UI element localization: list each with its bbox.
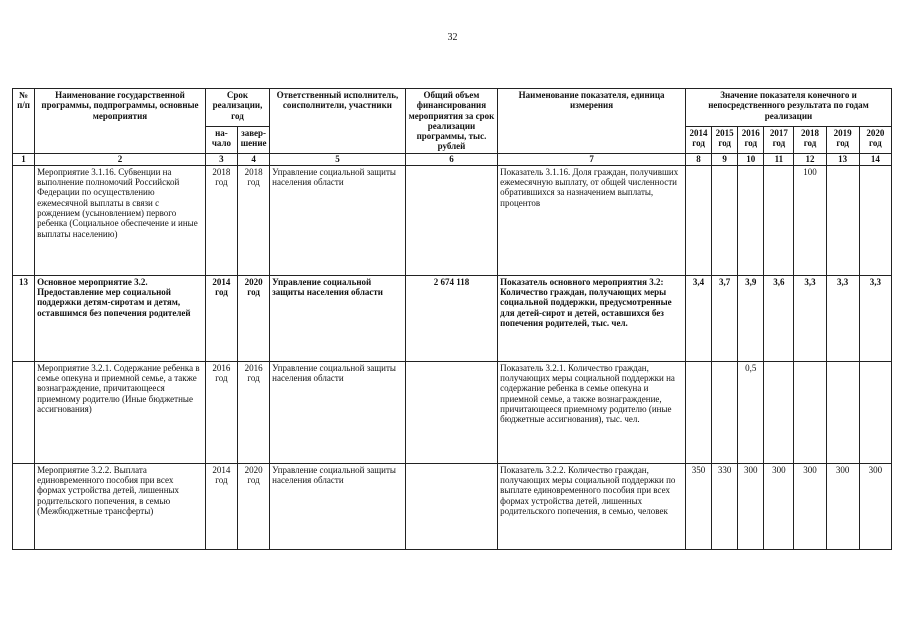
column-number: 2 <box>35 153 206 165</box>
header-executor: Ответственный исполнитель, соисполнители, участники <box>270 89 406 154</box>
value-2019: 3,3 <box>826 275 859 361</box>
row-start: 2014 год <box>205 275 237 361</box>
header-values-group: Значение показателя конечного и непосредственного результата по годам реализации <box>686 89 892 127</box>
header-year-2016: 2016 год <box>738 127 764 154</box>
value-2015 <box>712 165 738 275</box>
table-row <box>13 361 892 463</box>
header-name: Наименование государственной программы, подпрограммы, основные мероприятия <box>35 89 206 154</box>
program-table <box>12 88 892 550</box>
row-executor: Управление социальной защиты населения области <box>270 361 406 463</box>
column-number: 7 <box>498 153 686 165</box>
column-number: 11 <box>764 153 794 165</box>
row-executor: Управление социальной защиты населения области <box>270 165 406 275</box>
row-funding: 2 674 118 <box>405 275 497 361</box>
value-2018: 300 <box>794 463 826 549</box>
value-2015 <box>712 361 738 463</box>
value-2014: 3,4 <box>686 275 712 361</box>
value-2019 <box>826 361 859 463</box>
value-2015: 3,7 <box>712 275 738 361</box>
column-number: 6 <box>405 153 497 165</box>
header-row-1 <box>13 89 892 127</box>
header-year-2020: 2020 год <box>859 127 891 154</box>
row-start: 2016 год <box>205 361 237 463</box>
row-indicator: Показатель 3.2.2. Количество граждан, получающих меры социальной поддержки по выплате единовременного пособия при всех формах устройства детей, лишенных родительского попечения, в семью, человек <box>498 463 686 549</box>
row-indicator: Показатель 3.2.1. Количество граждан, получающих меры социальной поддержки на содержание ребенка в семье опекуна и приемной семье, а также вознаграждение, причитающееся приемному родителю (иные бюджетные ассигнования), тыс. чел. <box>498 361 686 463</box>
column-number: 5 <box>270 153 406 165</box>
value-2019: 300 <box>826 463 859 549</box>
row-num <box>13 361 35 463</box>
table-row <box>13 165 892 275</box>
header-year-2015: 2015 год <box>712 127 738 154</box>
value-2020: 300 <box>859 463 891 549</box>
column-number: 3 <box>205 153 237 165</box>
value-2016 <box>738 165 764 275</box>
value-2016: 0,5 <box>738 361 764 463</box>
row-executor: Управление социальной защиты населения области <box>270 463 406 549</box>
row-indicator: Показатель 3.1.16. Доля граждан, получивших ежемесячную выплату, от общей численности обратившихся за назначением выплаты, процентов <box>498 165 686 275</box>
row-num <box>13 463 35 549</box>
row-end: 2020 год <box>238 275 270 361</box>
header-year-2017: 2017 год <box>764 127 794 154</box>
header-period: Срок реализации, год <box>205 89 269 127</box>
value-2020 <box>859 165 891 275</box>
value-2019 <box>826 165 859 275</box>
row-funding <box>405 463 497 549</box>
value-2014: 350 <box>686 463 712 549</box>
row-start: 2014 год <box>205 463 237 549</box>
header-year-2019: 2019 год <box>826 127 859 154</box>
header-indicator: Наименование показателя, единица измерения <box>498 89 686 154</box>
row-name: Мероприятие 3.1.16. Субвенции на выполнение полномочий Российской Федерации по осуществлению ежемесячной выплаты в связи с рождением (усыновлением) первого ребенка (Социальное обеспечение и иные выплаты населению) <box>35 165 206 275</box>
row-start: 2018 год <box>205 165 237 275</box>
column-number: 10 <box>738 153 764 165</box>
column-number: 8 <box>686 153 712 165</box>
row-name: Основное мероприятие 3.2. Предоставление мер социальной поддержки детям-сиротам и детям, оставшимся без попечения родителей <box>35 275 206 361</box>
column-number-row <box>13 153 892 165</box>
value-2017 <box>764 165 794 275</box>
row-name: Мероприятие 3.2.1. Содержание ребенка в семье опекуна и приемной семье, а также вознаграждение, причитающееся приемному родителю (Иные бюджетные ассигнования) <box>35 361 206 463</box>
value-2020: 3,3 <box>859 275 891 361</box>
page-number: 32 <box>447 32 458 43</box>
column-number: 4 <box>238 153 270 165</box>
header-period-start: на-чало <box>205 127 237 154</box>
value-2018: 3,3 <box>794 275 826 361</box>
value-2018: 100 <box>794 165 826 275</box>
value-2016: 300 <box>738 463 764 549</box>
column-number: 9 <box>712 153 738 165</box>
table-row <box>13 275 892 361</box>
column-number: 13 <box>826 153 859 165</box>
value-2014 <box>686 361 712 463</box>
row-funding <box>405 361 497 463</box>
row-indicator: Показатель основного мероприятия 3.2: Количество граждан, получающих меры социальной поддержки, предусмотренные для детей-сирот и детей, оставшихся без попечения родителей, тыс. чел. <box>498 275 686 361</box>
value-2017 <box>764 361 794 463</box>
value-2016: 3,9 <box>738 275 764 361</box>
header-period-end: завер-шение <box>238 127 270 154</box>
row-funding <box>405 165 497 275</box>
value-2017: 3,6 <box>764 275 794 361</box>
header-year-2014: 2014 год <box>686 127 712 154</box>
header-year-2018: 2018 год <box>794 127 826 154</box>
value-2018 <box>794 361 826 463</box>
table-row <box>13 463 892 549</box>
row-executor: Управление социальной защиты населения области <box>270 275 406 361</box>
value-2014 <box>686 165 712 275</box>
header-num: № п/п <box>13 89 35 154</box>
row-end: 2020 год <box>238 463 270 549</box>
row-name: Мероприятие 3.2.2. Выплата единовременного пособия при всех формах устройства детей, лишенных родительского попечения, в семью (Межбюджетные трансферты) <box>35 463 206 549</box>
value-2020 <box>859 361 891 463</box>
value-2015: 330 <box>712 463 738 549</box>
row-num <box>13 165 35 275</box>
row-end: 2016 год <box>238 361 270 463</box>
column-number: 1 <box>13 153 35 165</box>
column-number: 14 <box>859 153 891 165</box>
row-num: 13 <box>13 275 35 361</box>
value-2017: 300 <box>764 463 794 549</box>
column-number: 12 <box>794 153 826 165</box>
row-end: 2018 год <box>238 165 270 275</box>
header-funding: Общий объем финансирования мероприятия за срок реализации программы, тыс. рублей <box>405 89 497 154</box>
